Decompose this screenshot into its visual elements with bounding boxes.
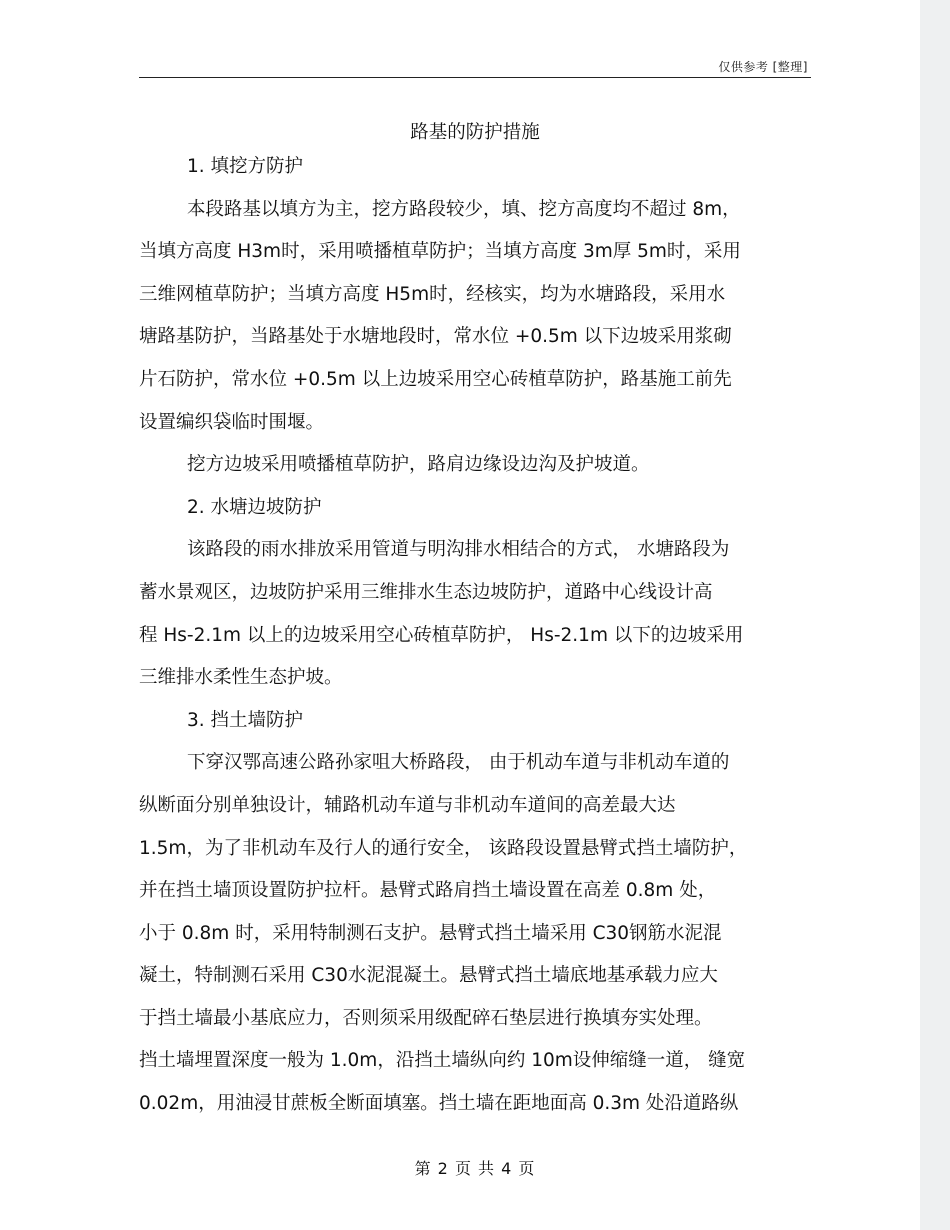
paragraph-line: 凝土，特制测石采用 C30水泥混凝土。悬臂式挡土墙底地基承载力应大 <box>139 965 718 987</box>
header-note: 仅供参考 [整理] <box>718 60 808 74</box>
section-heading-3: 3. 挡土墙防护 <box>187 709 304 731</box>
paragraph-line: 片石防护，常水位 +0.5m 以上边坡采用空心砖植草防护，路基施工前先 <box>139 368 732 390</box>
paragraph-line: 挡土墙埋置深度一般为 1.0m，沿挡土墙纵向约 10m设伸缩缝一道， 缝宽 <box>139 1050 746 1072</box>
document-title: 路基的防护措施 <box>410 122 540 143</box>
paragraph-line: 本段路基以填方为主，挖方路段较少，填、挖方高度均不超过 8m， <box>187 198 741 220</box>
paragraph-line: 1.5m，为了非机动车及行人的通行安全， 该路段设置悬臂式挡土墙防护， <box>139 837 748 859</box>
paragraph-line: 纵断面分别单独设计，辅路机动车道与非机动车道间的高差最大达 <box>139 794 676 816</box>
section-heading-1: 1. 填挖方防护 <box>187 156 304 177</box>
paragraph-line: 蓄水景观区，边坡防护采用三维排水生态边坡防护，道路中心线设计高 <box>139 581 713 603</box>
paragraph-line: 塘路基防护，当路基处于水塘地段时，常水位 +0.5m 以下边坡采用浆砌 <box>139 326 732 348</box>
page-number-footer: 第 2 页 共 4 页 <box>414 1159 536 1178</box>
paragraph-line: 并在挡土墙顶设置防护拉杆。悬臂式路肩挡土墙设置在高差 0.8m 处， <box>139 880 717 902</box>
paragraph-line: 当填方高度 H3m时，采用喷播植草防护；当填方高度 3m厚 5m时，采用 <box>139 241 741 263</box>
paragraph-line: 三维排水柔性生态护坡。 <box>139 667 343 689</box>
paragraph-line: 设置编织袋临时围堰。 <box>139 411 325 433</box>
paragraph-line: 程 Hs-2.1m 以上的边坡采用空心砖植草防护， Hs-2.1m 以下的边坡采用 <box>139 624 744 646</box>
header-divider <box>139 77 811 78</box>
paragraph-line: 下穿汉鄂高速公路孙家咀大桥路段， 由于机动车道与非机动车道的 <box>187 752 730 774</box>
section-heading-2: 2. 水塘边坡防护 <box>187 496 322 518</box>
paragraph-line: 于挡土墙最小基底应力，否则须采用级配碎石垫层进行换填夯实处理。 <box>139 1007 713 1029</box>
document-body <box>139 146 811 1126</box>
paragraph-line: 三维网植草防护；当填方高度 H5m时，经核实，均为水塘路段，采用水 <box>139 283 726 305</box>
paragraph-line: 小于 0.8m 时，采用特制测石支护。悬臂式挡土墙采用 C30钢筋水泥混 <box>139 922 722 944</box>
paragraph-line: 0.02m，用油浸甘蔗板全断面填塞。挡土墙在距地面高 0.3m 处沿道路纵 <box>139 1093 739 1115</box>
paragraph-line: 该路段的雨水排放采用管道与明沟排水相结合的方式， 水塘路段为 <box>187 539 730 561</box>
paragraph-line: 挖方边坡采用喷播植草防护，路肩边缘设边沟及护坡道。 <box>187 454 650 476</box>
